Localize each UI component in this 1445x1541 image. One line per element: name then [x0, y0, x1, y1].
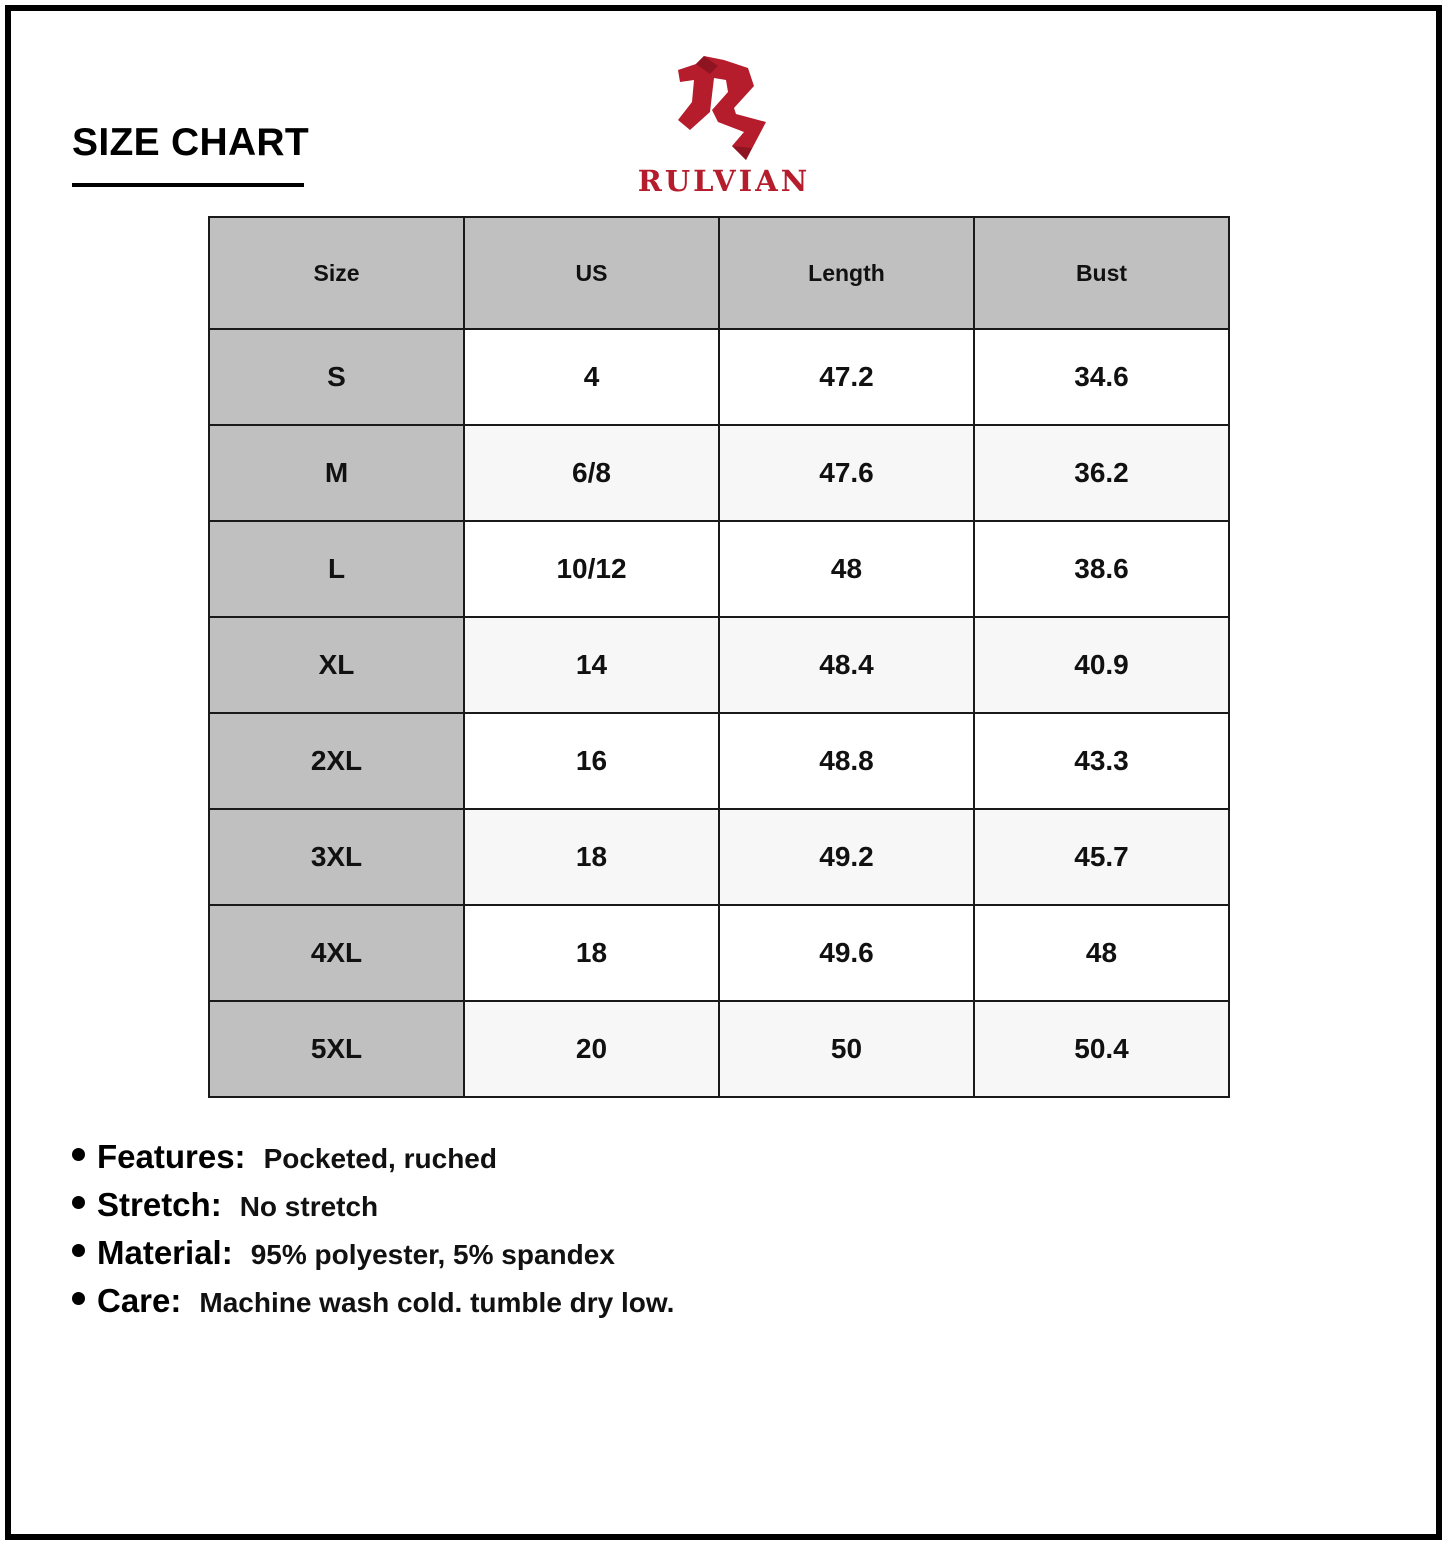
size-cell: XL	[209, 617, 464, 713]
bullet-icon	[72, 1292, 85, 1305]
us-cell: 16	[464, 713, 719, 809]
list-item	[72, 1234, 674, 1282]
feature-label: Stretch:	[97, 1186, 222, 1223]
size-cell: 3XL	[209, 809, 464, 905]
size-cell: 2XL	[209, 713, 464, 809]
size-table	[208, 216, 1230, 1098]
us-cell: 6/8	[464, 425, 719, 521]
table-header-row	[209, 217, 1229, 329]
list-item	[72, 1282, 674, 1330]
feature-value: No stretch	[239, 1191, 379, 1222]
title-underline	[72, 183, 304, 187]
length-cell: 48	[719, 521, 974, 617]
table-row	[209, 521, 1229, 617]
product-features-list	[72, 1138, 674, 1330]
size-cell: L	[209, 521, 464, 617]
table-row	[209, 1001, 1229, 1097]
bullet-icon	[72, 1196, 85, 1209]
size-cell: 4XL	[209, 905, 464, 1001]
table-row	[209, 329, 1229, 425]
feature-label: Features:	[97, 1138, 246, 1175]
bullet-icon	[72, 1244, 85, 1257]
bullet-icon	[72, 1148, 85, 1161]
bust-cell: 48	[974, 905, 1229, 1001]
size-cell: M	[209, 425, 464, 521]
bust-cell: 45.7	[974, 809, 1229, 905]
us-cell: 18	[464, 905, 719, 1001]
bust-cell: 36.2	[974, 425, 1229, 521]
table-row	[209, 809, 1229, 905]
feature-value: Pocketed, ruched	[263, 1143, 497, 1174]
us-cell: 4	[464, 329, 719, 425]
column-header-us: US	[464, 217, 719, 329]
bust-cell: 43.3	[974, 713, 1229, 809]
column-header-size: Size	[209, 217, 464, 329]
table-row	[209, 905, 1229, 1001]
table-row	[209, 713, 1229, 809]
us-cell: 10/12	[464, 521, 719, 617]
feature-value: Machine wash cold. tumble dry low.	[199, 1287, 675, 1318]
bust-cell: 40.9	[974, 617, 1229, 713]
feature-label: Care:	[97, 1282, 182, 1319]
rulvian-r-logo-icon	[674, 50, 774, 162]
table-row	[209, 617, 1229, 713]
column-header-length: Length	[719, 217, 974, 329]
column-header-bust: Bust	[974, 217, 1229, 329]
size-cell: 5XL	[209, 1001, 464, 1097]
length-cell: 49.6	[719, 905, 974, 1001]
us-cell: 14	[464, 617, 719, 713]
feature-value: 95% polyester, 5% spandex	[250, 1239, 615, 1270]
size-cell: S	[209, 329, 464, 425]
brand-name: RULVIAN	[637, 164, 811, 198]
length-cell: 48.8	[719, 713, 974, 809]
us-cell: 18	[464, 809, 719, 905]
bust-cell: 34.6	[974, 329, 1229, 425]
length-cell: 47.6	[719, 425, 974, 521]
length-cell: 49.2	[719, 809, 974, 905]
length-cell: 48.4	[719, 617, 974, 713]
page-title: SIZE CHART	[72, 121, 309, 164]
length-cell: 47.2	[719, 329, 974, 425]
bust-cell: 50.4	[974, 1001, 1229, 1097]
brand-logo	[626, 50, 822, 200]
list-item	[72, 1138, 674, 1186]
bust-cell: 38.6	[974, 521, 1229, 617]
length-cell: 50	[719, 1001, 974, 1097]
table-row	[209, 425, 1229, 521]
us-cell: 20	[464, 1001, 719, 1097]
feature-label: Material:	[97, 1234, 233, 1271]
list-item	[72, 1186, 674, 1234]
